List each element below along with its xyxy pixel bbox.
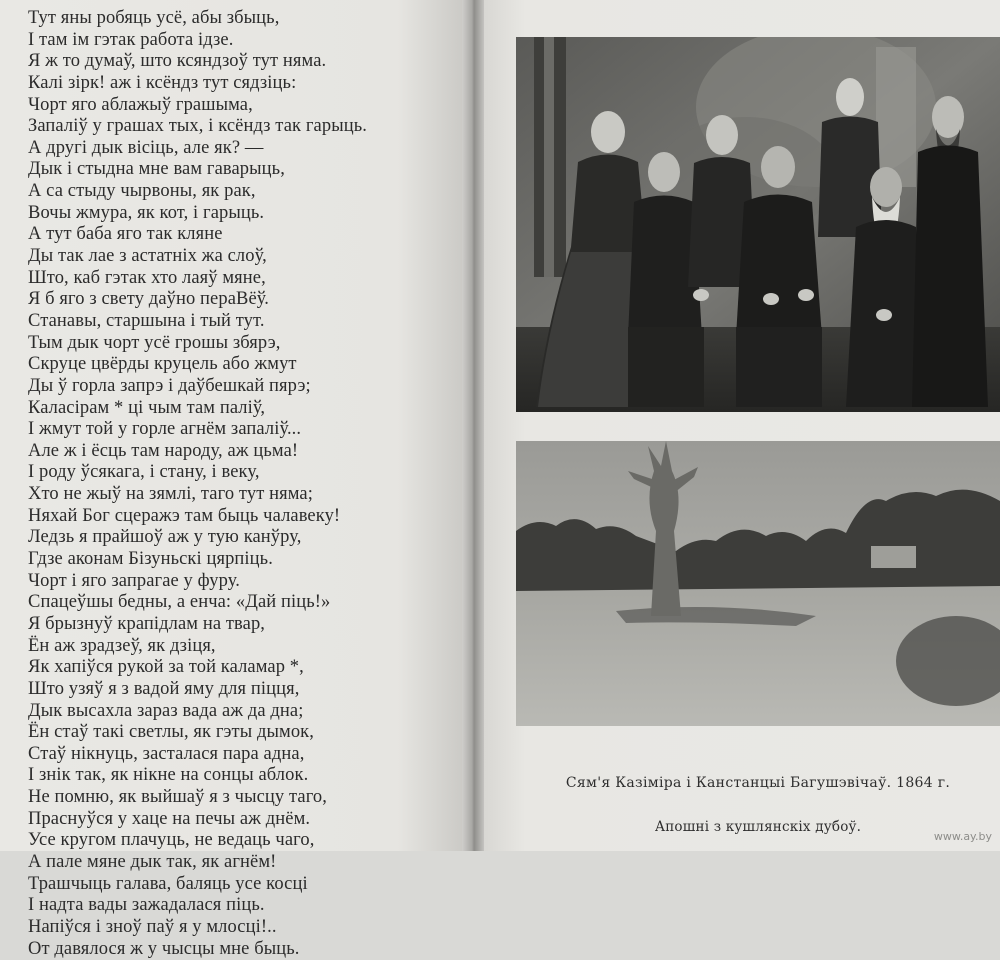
poem-line: А са стыду чырвоны, як рак, <box>28 181 256 202</box>
poem-line: І надта вады зажадалася піць. <box>28 895 265 916</box>
poem-line: Станавы, старшына і тый тут. <box>28 310 265 331</box>
book-gutter <box>462 0 484 851</box>
poem-line: Тут яны робяць усё, абы збыць, <box>28 8 280 28</box>
family-photo <box>516 37 1000 412</box>
poem-line: Ды так лае з астатніх жа слоў, <box>28 246 267 267</box>
poem-line: Што, каб гэтак хто лаяў мяне, <box>28 267 266 288</box>
family-photo-caption: Сям'я Казіміра і Канстанцыі Багушэвічаў. 1864 г. <box>565 775 951 791</box>
family-photo-image <box>516 37 1000 412</box>
poem-line: Праснуўся у хаце на печы аж днём. <box>28 808 311 829</box>
poem-line: Тым дык чорт усё грошы збярэ, <box>28 332 281 353</box>
watermark: www.ay.by <box>933 830 992 843</box>
poem-line: А тут баба яго так кляне <box>28 224 223 245</box>
poem-line: Ледзь я прайшоў аж у тую канўру, <box>28 527 302 548</box>
poem-line: І роду ўсякага, і стану, і веку, <box>28 462 260 483</box>
poem-line: Няхай Бог сцеражэ там быць чалавеку! <box>28 505 341 526</box>
poem-line: А другі дык вісіць, але як? — <box>28 137 264 158</box>
poem-line: Чорт яго аблажыў грашыма, <box>28 94 253 115</box>
poem-line: І знік так, як нікне на сонцы аблок. <box>28 765 309 786</box>
poem-line: Я брызнуў крапідлам на твар, <box>28 613 266 634</box>
poem-line: Я б яго з свету даўно пераВёў. <box>28 289 270 310</box>
poem-line: Дык і стыдна мне вам гаварыць, <box>28 159 285 180</box>
poem-line: Ён аж зрадзеў, як дзіця, <box>28 635 216 656</box>
poem-line: Што узяў я з вадой яму для піцця, <box>28 678 300 699</box>
poem-line: Напіўся і зноў паў я у млосці!.. <box>28 916 277 937</box>
poem-text <box>28 8 448 960</box>
poem-line: Дык высахла зараз вада аж да дна; <box>28 700 304 721</box>
oak-photo-caption: Апошні з кушлянскіх дубоў. <box>654 819 862 835</box>
poem-line: Запаліў у грашах тых, і ксёндз так гарыць. <box>28 116 367 137</box>
poem-line: Вочы жмура, як кот, і гарыць. <box>28 202 265 223</box>
oak-photo <box>516 441 1000 726</box>
poem-line: Ён стаў такі светлы, як гэты дымок, <box>28 722 314 743</box>
left-page <box>0 0 468 959</box>
poem-line: Але ж і ёсць там народу, аж цьма! <box>28 440 299 461</box>
poem-line: Як хапіўся рукой за той каламар *, <box>28 657 304 678</box>
poem-line: Спацеўшы бедны, а енча: «Дай піць!» <box>28 592 331 613</box>
poem-line: Гдзе аконам Бізуньскі цярпіць. <box>28 549 273 570</box>
poem-line: Я ж то думаў, што ксяндзоў тут няма. <box>28 51 327 72</box>
oak-photo-image <box>516 441 1000 726</box>
poem-line: Хто не жыў на зямлі, таго тут няма; <box>28 484 313 505</box>
poem-line: Трашчыць галава, баляць усе косці <box>28 873 308 894</box>
poem-line: Чорт і яго запрагае у фуру. <box>28 570 240 591</box>
poem-line: І жмут той у горле агнём запаліў... <box>28 419 302 440</box>
poem-line: Скруце цвёрды круцель або жмут <box>28 354 297 375</box>
poem-line: Не помню, як выйшаў я з чысцу таго, <box>28 787 328 808</box>
poem-line: Усе кругом плачуць, не ведаць чаго, <box>28 830 315 851</box>
poem-line: От давялося ж у чысцы мне быць. <box>28 938 300 959</box>
poem-line: Калі зірк! аж і ксёндз тут сядзіць: <box>28 72 297 93</box>
poem-line: А пале мяне дык так, як агнём! <box>28 851 277 872</box>
poem-line: Ды ў горла запрэ і даўбешкай пярэ; <box>28 375 311 396</box>
poem-line: Каласірам * ці чым там паліў, <box>28 397 266 418</box>
poem-line: І там ім гэтак работа ідзе. <box>28 29 234 50</box>
poem-line: Стаў нікнуць, засталася пара адна, <box>28 743 305 764</box>
